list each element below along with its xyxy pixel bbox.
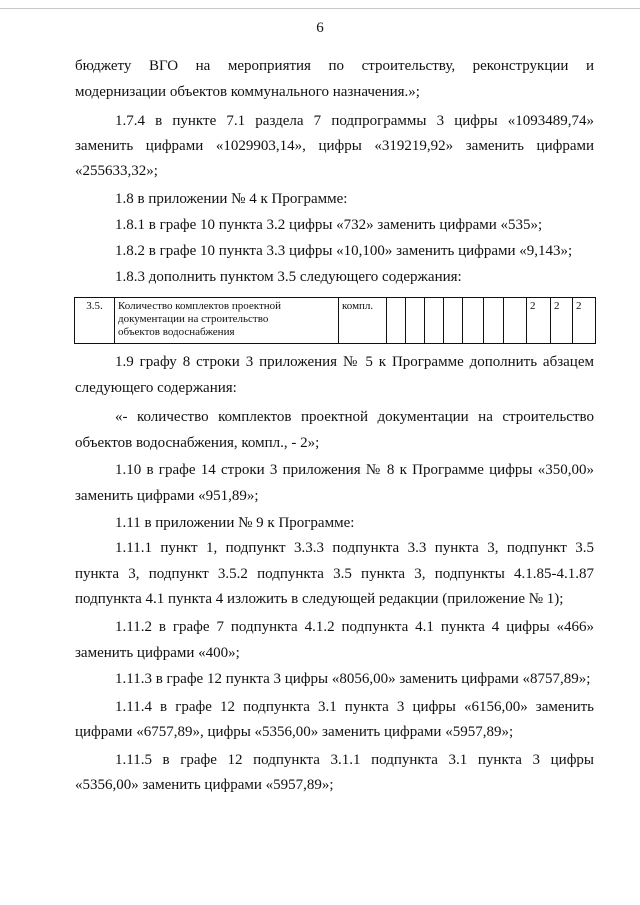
text-line: следующего содержания: (75, 380, 237, 396)
text-line: 1.11.2 в графе 7 подпункта 4.1.2 подпункта 4.1 пункта 4 цифры «466» (115, 619, 594, 635)
table-cell-value (504, 298, 527, 344)
text-line: 1.10 в графе 14 строки 3 приложения № 8 к Программе цифры «350,00» (115, 462, 594, 478)
description-line: Количество комплектов проектной (118, 300, 282, 312)
table-cell-description (115, 298, 339, 344)
text-line: цифрами «6757,89», цифры «5356,00» заменить цифрами «5957,89»; (75, 724, 514, 740)
top-rule (0, 8, 640, 9)
text-line: заменить цифрами «1029903,14», цифры «319219,92» заменить цифрами (75, 138, 594, 154)
text-line: подпункта 4.1 пункта 4 изложить в следующей редакции (приложение № 1); (75, 591, 564, 607)
table-row (75, 298, 596, 344)
text-line: 1.11.5 в графе 12 подпункта 3.1.1 подпункта 3.1 пункта 3 цифры (115, 752, 594, 768)
text-line: 1.8.1 в графе 10 пункта 3.2 цифры «732» заменить цифрами «535»; (115, 217, 543, 233)
table-cell-number: 3.5. (75, 298, 115, 344)
text-line: заменить цифрами «400»; (75, 645, 240, 661)
page-number: 6 (316, 20, 324, 36)
text-line: «- количество комплектов проектной документации на строительство (115, 409, 594, 425)
table-cell-value (463, 298, 484, 344)
text-line: модернизации объектов коммунального назначения.»; (75, 84, 420, 100)
table-cell-value (484, 298, 504, 344)
table-cell-value (425, 298, 444, 344)
table-cell-value (444, 298, 463, 344)
table-cell-value: 2 (573, 298, 596, 344)
text-line: 1.11 в приложении № 9 к Программе: (115, 515, 355, 531)
table-cell-value: 2 (551, 298, 573, 344)
text-line: 1.8.2 в графе 10 пункта 3.3 цифры «10,100» заменить цифрами «9,143»; (115, 243, 573, 259)
table-cell-value (406, 298, 425, 344)
text-line: бюджету ВГО на мероприятия по строительству, реконструкции и (75, 58, 594, 74)
text-line: пункта 3, подпункт 3.5.2 подпункта 3.5 пункта 3, подпункты 4.1.85-4.1.87 (75, 566, 594, 582)
text-line: заменить цифрами «951,89»; (75, 488, 259, 504)
description-line: объектов водоснабжения (118, 326, 235, 338)
text-line: 1.11.3 в графе 12 пункта 3 цифры «8056,00» заменить цифрами «8757,89»; (115, 671, 591, 687)
table-cell-unit: компл. (339, 298, 387, 344)
description-line: документации на строительство (118, 313, 269, 325)
text-line: «5356,00» заменить цифрами «5957,89»; (75, 777, 334, 793)
text-line: 1.9 графу 8 строки 3 приложения № 5 к Программе дополнить абзацем (115, 354, 594, 370)
table-cell-value: 2 (527, 298, 551, 344)
text-line: 1.11.4 в графе 12 подпункта 3.1 пункта 3 цифры «6156,00» заменить (115, 699, 594, 715)
text-line: 1.7.4 в пункте 7.1 раздела 7 подпрограммы 3 цифры «1093489,74» (115, 113, 594, 129)
text-line: объектов водоснабжения, компл., - 2»; (75, 435, 320, 451)
text-line: 1.11.1 пункт 1, подпункт 3.3.3 подпункта 3.3 пункта 3, подпункт 3.5 (115, 540, 594, 556)
text-line: «255633,32»; (75, 163, 158, 179)
text-line: 1.8 в приложении № 4 к Программе: (115, 191, 348, 207)
table-cell-value (387, 298, 406, 344)
text-line: 1.8.3 дополнить пунктом 3.5 следующего содержания: (115, 269, 462, 285)
addition-table (74, 297, 596, 344)
